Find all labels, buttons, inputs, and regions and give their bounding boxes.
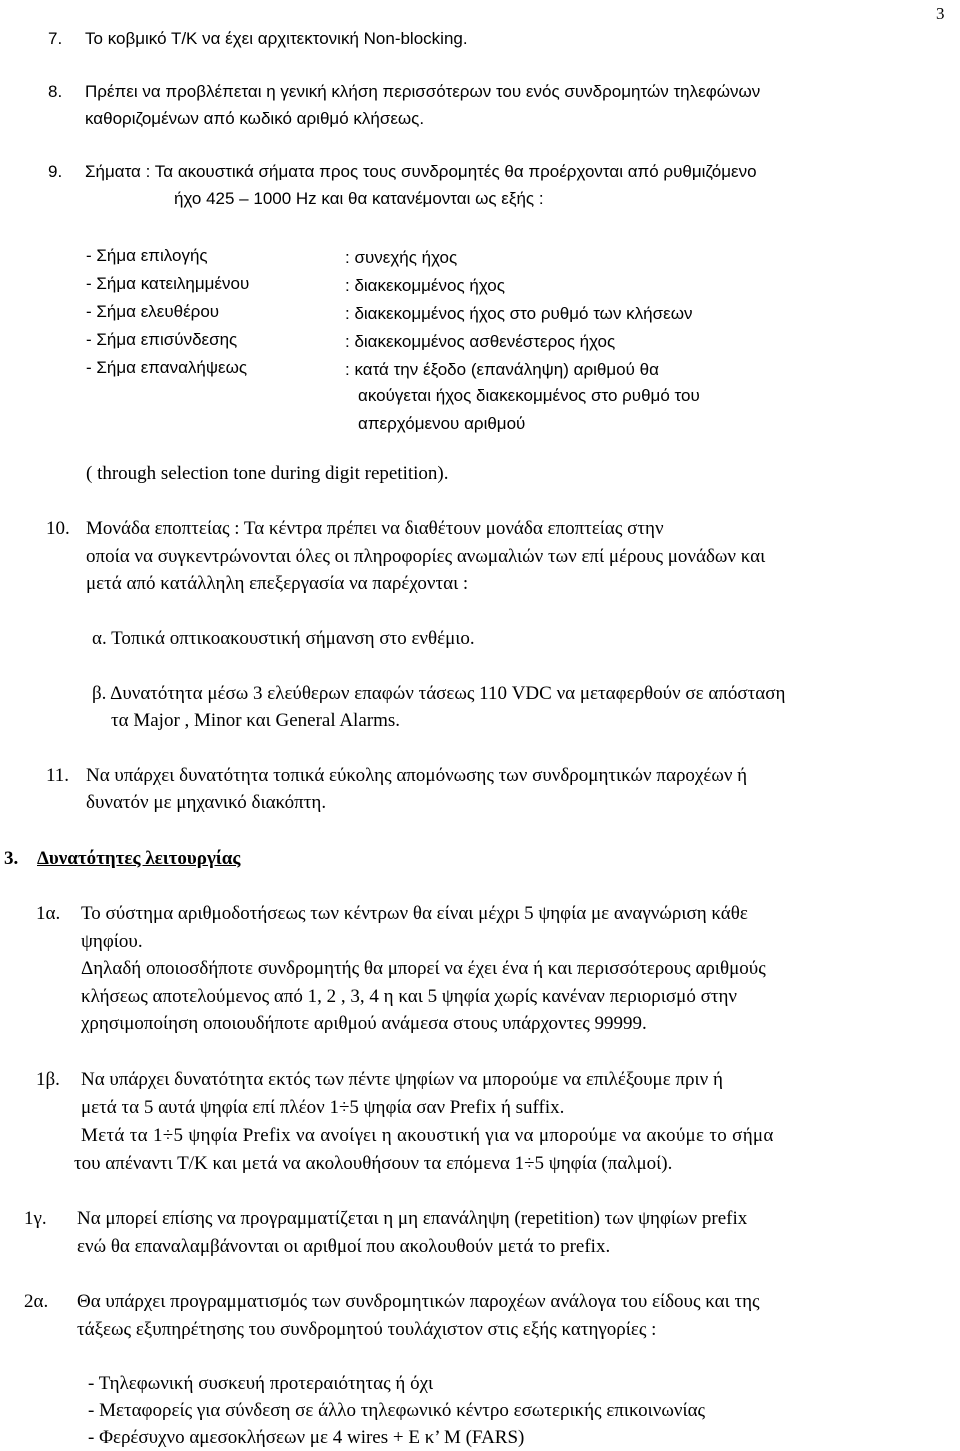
signal-name-repeat: - Σήμα επαναλήψεως — [86, 358, 248, 377]
section-3-number: 3. — [4, 848, 19, 869]
signal-name-selection: - Σήμα επιλογής — [86, 246, 208, 265]
signal-desc-busy: : διακεκομμένος ήχος — [345, 276, 505, 295]
category-item-fars: - Φερέσυχνο αμεσοκλήσεων με 4 wires + E κ’ M (FARS) — [88, 1427, 525, 1448]
item-1a-number: 1α. — [36, 903, 61, 924]
item-7-number: 7. — [48, 29, 63, 48]
signal-name-free: - Σήμα ελευθέρου — [86, 302, 220, 321]
item-10-line2: οποία να συγκεντρώνονται όλες οι πληροφορίες ανωμαλιών των επί μέρους μονάδων και — [86, 546, 766, 567]
item-10-line3: μετά από κατάλληλη επεξεργασία να παρέχονται : — [86, 573, 469, 594]
section-3-title: Δυνατότητες λειτουργίας — [37, 848, 241, 869]
item-1a-line5: χρησιμοποίηση οποιουδήποτε αριθμού ανάμεσα στους υπάρχοντες 99999. — [81, 1013, 647, 1034]
item-8-line2: καθοριζομένων από κωδικό αριθμό κλήσεως. — [85, 109, 425, 128]
item-1a-line4: κλήσεως αποτελούμενος από 1, 2 , 3, 4 η και 5 ψηφία χωρίς κανέναν περιορισμό στην — [81, 986, 737, 1007]
item-10b-line1: β. Δυνατότητα μέσω 3 ελεύθερων επαφών τάσεως 110 VDC να μεταφερθούν σε απόσταση — [92, 683, 786, 704]
signal-desc-free: : διακεκομμένος ήχος στο ρυθμό των κλήσεων — [345, 304, 693, 323]
item-11-line2: δυνατόν με μηχανικό διακόπτη. — [86, 792, 327, 813]
item-1a-line2: ψηφίου. — [81, 931, 143, 952]
item-10b-line2: τα Major , Minor και General Alarms. — [111, 710, 401, 731]
signal-repeat-cont-1: ακούγεται ήχος διακεκομμένος στο ρυθμό του — [358, 386, 700, 405]
category-item-transfer: - Μεταφορείς για σύνδεση σε άλλο τηλεφωνικό κέντρο εσωτερικής επικοινωνίας — [88, 1400, 706, 1421]
item-10a: α. Τοπικά οπτικοακουστική σήμανση στο ενθέμιο. — [92, 628, 475, 649]
signal-name-attach: - Σήμα επισύνδεσης — [86, 330, 238, 349]
item-1b-line3: Μετά τα 1÷5 ψηφία Prefix να ανοίγει η ακουστική για να μπορούμε να ακούμε το σήμα — [81, 1125, 774, 1146]
item-1c-line2: ενώ θα επαναλαμβάνονται οι αριθμοί που ακολουθούν μετά το prefix. — [77, 1236, 611, 1257]
signal-desc-repeat: : κατά την έξοδο (επανάληψη) αριθμού θα — [345, 360, 659, 379]
item-10-line1: Μονάδα εποπτείας : Τα κέντρα πρέπει να διαθέτουν μονάδα εποπτείας στην — [86, 518, 664, 539]
item-2a-line2: τάξεως εξυπηρέτησης του συνδρομητού τουλάχιστον στις εξής κατηγορίες : — [77, 1319, 657, 1340]
item-9-line2: ήχο 425 – 1000 Hz και θα κατανέμονται ως εξής : — [174, 189, 544, 208]
page-number: 3 — [936, 4, 945, 23]
item-2a-number: 2α. — [24, 1291, 49, 1312]
item-1b-line4: του απέναντι Τ/Κ και μετά να ακολουθήσουν τα επόμενα 1÷5 ψηφία (παλμοί). — [74, 1153, 673, 1174]
item-7-text: Το κοβμικό Τ/Κ να έχει αρχιτεκτονική Non-blocking. — [85, 29, 468, 48]
signal-desc-selection: : συνεχής ήχος — [345, 248, 458, 267]
signal-name-busy: - Σήμα κατειλημμένου — [86, 274, 250, 293]
item-1b-line1: Να υπάρχει δυνατότητα εκτός των πέντε ψηφίων να μπορούμε να επιλέξουμε πριν ή — [81, 1069, 723, 1090]
through-selection-note: ( through selection tone during digit repetition). — [86, 463, 449, 484]
item-1c-line1: Να μπορεί επίσης να προγραμματίζεται η μη επανάληψη (repetition) των ψηφίων prefix — [77, 1208, 748, 1229]
item-1a-line1: Το σύστημα αριθμοδοτήσεως των κέντρων θα είναι μέχρι 5 ψηφία με αναγνώριση κάθε — [81, 903, 748, 924]
item-1b-line2: μετά τα 5 αυτά ψηφία επί πλέον 1÷5 ψηφία σαν Prefix ή suffix. — [81, 1097, 565, 1118]
item-1c-number: 1γ. — [24, 1208, 47, 1229]
item-1a-line3: Δηλαδή οποιοσδήποτε συνδρομητής θα μπορεί να έχει ένα ή και περισσότερους αριθμούς — [81, 958, 766, 979]
signal-repeat-cont-2: απερχόμενου αριθμού — [358, 414, 526, 433]
item-10-number: 10. — [46, 518, 70, 539]
item-9-line1: Σήματα : Τα ακουστικά σήματα προς τους συνδρομητές θα προέρχονται από ρυθμιζόμενο — [85, 162, 757, 181]
category-item-priority: - Τηλεφωνική συσκευή προτεραιότητας ή όχι — [88, 1373, 434, 1394]
item-9-number: 9. — [48, 162, 63, 181]
item-1b-number: 1β. — [36, 1069, 60, 1090]
item-2a-line1: Θα υπάρχει προγραμματισμός των συνδρομητικών παροχέων ανάλογα του είδους και της — [77, 1291, 760, 1312]
item-8-number: 8. — [48, 82, 63, 101]
item-8-line1: Πρέπει να προβλέπεται η γενική κλήση περισσότερων του ενός συνδρομητών τηλεφώνων — [85, 82, 761, 101]
item-11-line1: Να υπάρχει δυνατότητα τοπικά εύκολης απομόνωσης των συνδρομητικών παροχέων ή — [86, 765, 748, 786]
item-11-number: 11. — [46, 765, 70, 786]
signal-desc-attach: : διακεκομμένος ασθενέστερος ήχος — [345, 332, 616, 351]
